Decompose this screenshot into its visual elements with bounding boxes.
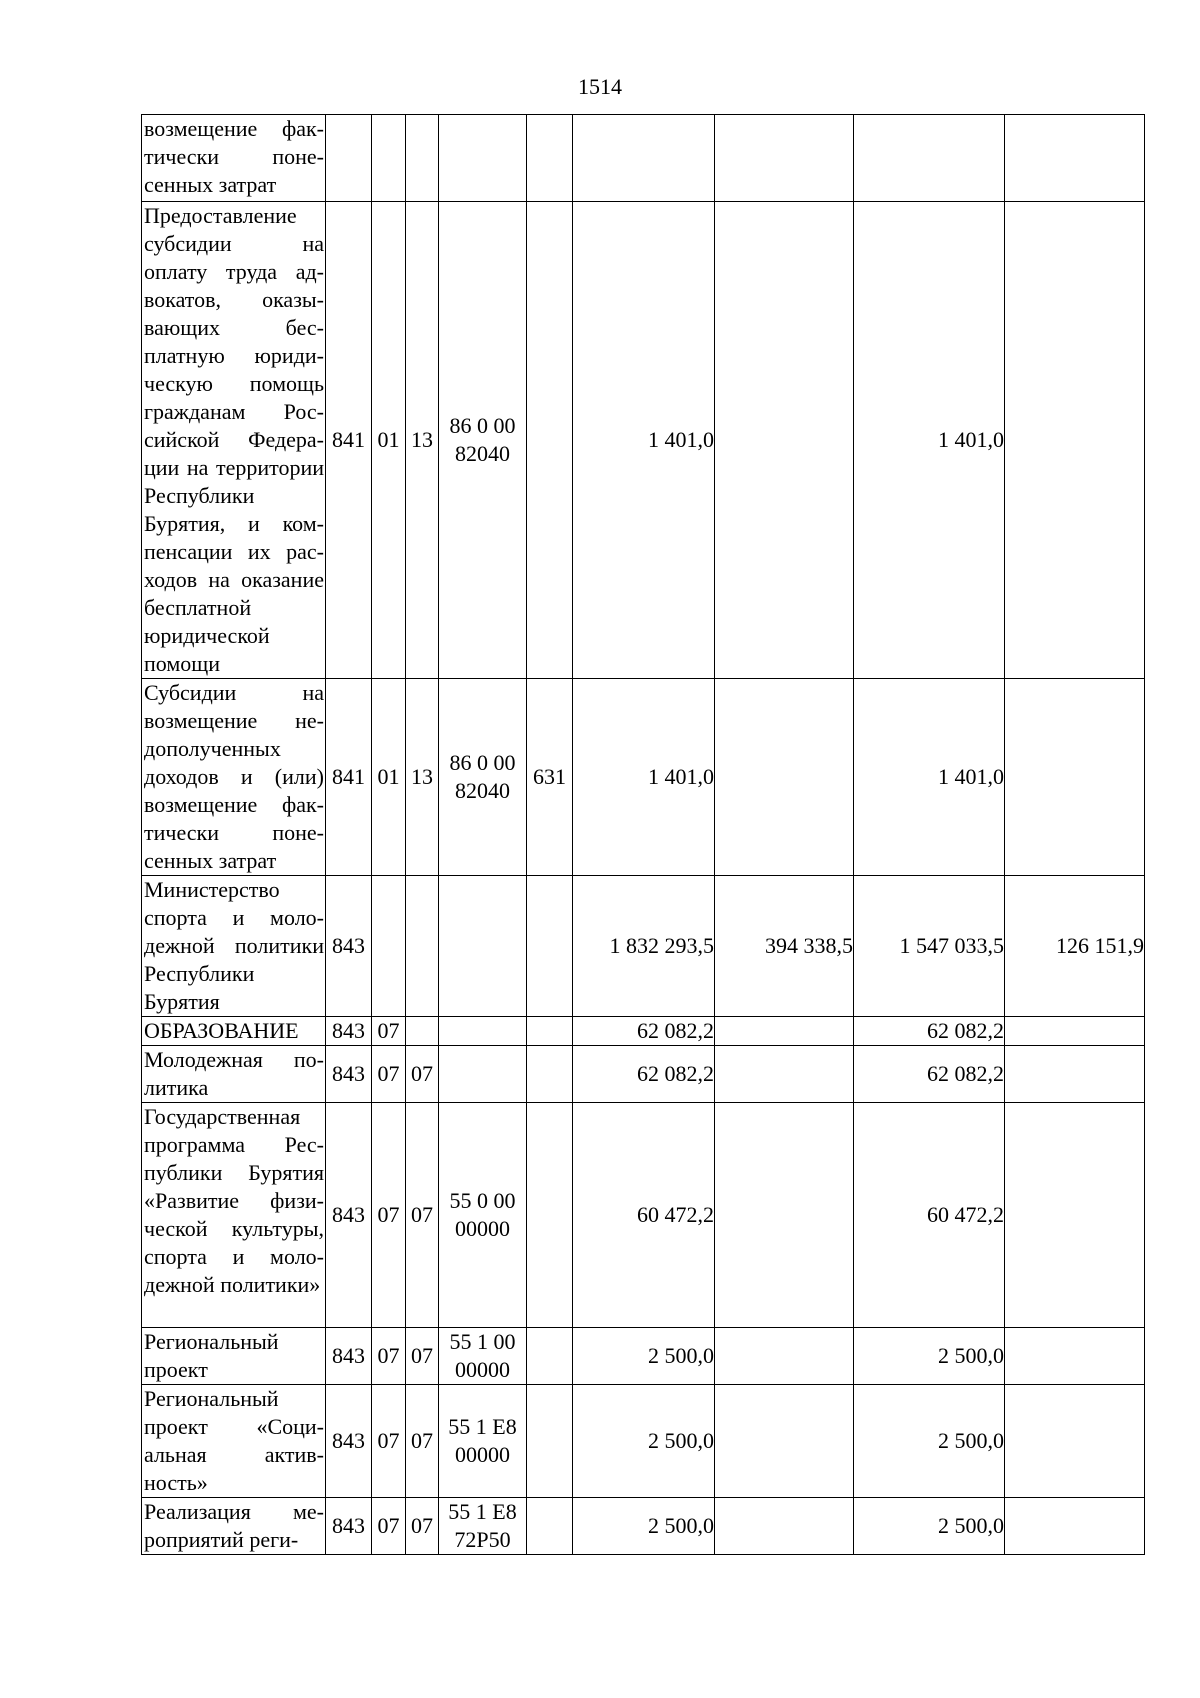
target-article-code [439, 115, 527, 202]
budget-table [141, 114, 1145, 1555]
section-code [372, 115, 406, 202]
target-article-code-part-2: 00000 [455, 1216, 510, 1241]
section-code: 07 [372, 1103, 406, 1328]
grbs-code: 841 [326, 202, 372, 679]
amount-total: 1 401,0 [573, 679, 715, 876]
amount-col-2: 394 338,5 [715, 876, 854, 1017]
amount-col-3: 1 401,0 [854, 202, 1005, 679]
subsection-code: 07 [406, 1103, 439, 1328]
amount-col-4 [1005, 1103, 1145, 1328]
amount-col-4 [1005, 1328, 1145, 1385]
table-row [142, 1498, 1145, 1555]
target-article-code-part-1: 55 1 E8 [448, 1414, 517, 1439]
amount-total: 2 500,0 [573, 1498, 715, 1555]
amount-total: 1 832 293,5 [573, 876, 715, 1017]
amount-col-3: 1 547 033,5 [854, 876, 1005, 1017]
subsection-code [406, 1017, 439, 1046]
target-article-code [439, 876, 527, 1017]
expense-type-code [527, 1046, 573, 1103]
target-article-code-part-1: 55 1 E8 [448, 1499, 517, 1524]
item-name: Региональный проект «Социальная активность» [142, 1385, 326, 1498]
amount-col-3: 1 401,0 [854, 679, 1005, 876]
amount-total: 2 500,0 [573, 1328, 715, 1385]
target-article-code-part-2: 82040 [455, 778, 510, 803]
amount-col-4 [1005, 679, 1145, 876]
amount-col-4: 126 151,9 [1005, 876, 1145, 1017]
target-article-code-part-2: 00000 [455, 1442, 510, 1467]
expense-type-code [527, 1103, 573, 1328]
table-row [142, 202, 1145, 679]
target-article-code [439, 1046, 527, 1103]
grbs-code: 843 [326, 1017, 372, 1046]
amount-col-4 [1005, 202, 1145, 679]
amount-total: 62 082,2 [573, 1017, 715, 1046]
amount-col-4 [1005, 1017, 1145, 1046]
section-code: 07 [372, 1046, 406, 1103]
grbs-code: 843 [326, 1385, 372, 1498]
item-name: Региональный проект [142, 1328, 326, 1385]
table-row [142, 876, 1145, 1017]
target-article-code [439, 679, 527, 876]
target-article-code-part-2: 72P50 [454, 1527, 511, 1552]
section-code: 01 [372, 679, 406, 876]
amount-total: 2 500,0 [573, 1385, 715, 1498]
grbs-code: 843 [326, 1498, 372, 1555]
target-article-code-part-2: 00000 [455, 1357, 510, 1382]
target-article-code-part-1: 86 0 00 [449, 413, 516, 438]
expense-type-code [527, 876, 573, 1017]
item-name: Государственная программа Республики Бурятия «Развитие физической культуры, спорта и молодежной политики» [142, 1103, 326, 1328]
subsection-code [406, 876, 439, 1017]
section-code: 01 [372, 202, 406, 679]
expense-type-code [527, 1017, 573, 1046]
expense-type-code [527, 1385, 573, 1498]
amount-col-2 [715, 202, 854, 679]
item-name: Реализация мероприятий реги- [142, 1498, 326, 1555]
target-article-code [439, 202, 527, 679]
subsection-code: 07 [406, 1328, 439, 1385]
expense-type-code [527, 1498, 573, 1555]
amount-col-2 [715, 1328, 854, 1385]
amount-col-2 [715, 1103, 854, 1328]
target-article-code [439, 1103, 527, 1328]
grbs-code: 843 [326, 1103, 372, 1328]
amount-col-4 [1005, 1046, 1145, 1103]
section-code: 07 [372, 1017, 406, 1046]
section-code [372, 876, 406, 1017]
subsection-code: 13 [406, 679, 439, 876]
section-code: 07 [372, 1385, 406, 1498]
table-row [142, 1046, 1145, 1103]
item-name: возмещение фактически понесенных затрат [142, 115, 326, 202]
target-article-code [439, 1385, 527, 1498]
subsection-code: 07 [406, 1498, 439, 1555]
table-row [142, 1385, 1145, 1498]
target-article-code-part-1: 86 0 00 [449, 750, 516, 775]
item-name: ОБРАЗОВАНИЕ [142, 1017, 326, 1046]
amount-col-3: 2 500,0 [854, 1385, 1005, 1498]
item-name: Молодежная политика [142, 1046, 326, 1103]
table-row [142, 679, 1145, 876]
amount-total: 60 472,2 [573, 1103, 715, 1328]
amount-col-3: 62 082,2 [854, 1017, 1005, 1046]
section-code: 07 [372, 1328, 406, 1385]
target-article-code [439, 1498, 527, 1555]
amount-col-2 [715, 1046, 854, 1103]
amount-col-3: 2 500,0 [854, 1328, 1005, 1385]
subsection-code: 07 [406, 1046, 439, 1103]
expense-type-code: 631 [527, 679, 573, 876]
amount-total: 1 401,0 [573, 202, 715, 679]
target-article-code-part-2: 82040 [455, 441, 510, 466]
amount-col-2 [715, 1385, 854, 1498]
amount-total [573, 115, 715, 202]
section-code: 07 [372, 1498, 406, 1555]
grbs-code: 843 [326, 1046, 372, 1103]
amount-col-2 [715, 1498, 854, 1555]
amount-col-3: 62 082,2 [854, 1046, 1005, 1103]
grbs-code: 843 [326, 876, 372, 1017]
target-article-code-part-1: 55 1 00 [449, 1329, 516, 1354]
target-article-code [439, 1017, 527, 1046]
amount-col-3: 60 472,2 [854, 1103, 1005, 1328]
subsection-code [406, 115, 439, 202]
page-number: 1514 [578, 74, 622, 99]
subsection-code: 07 [406, 1385, 439, 1498]
amount-col-4 [1005, 1385, 1145, 1498]
amount-col-2 [715, 1017, 854, 1046]
subsection-code: 13 [406, 202, 439, 679]
grbs-code [326, 115, 372, 202]
item-name: Субсидии на возмещение недополученных доходов и (или) возмещение фактически понесенных затрат [142, 679, 326, 876]
grbs-code: 841 [326, 679, 372, 876]
expense-type-code [527, 202, 573, 679]
expense-type-code [527, 115, 573, 202]
amount-col-4 [1005, 1498, 1145, 1555]
amount-col-3 [854, 115, 1005, 202]
table-row [142, 1103, 1145, 1328]
amount-total: 62 082,2 [573, 1046, 715, 1103]
table-row [142, 1017, 1145, 1046]
table-row [142, 1328, 1145, 1385]
expense-type-code [527, 1328, 573, 1385]
grbs-code: 843 [326, 1328, 372, 1385]
amount-col-2 [715, 679, 854, 876]
item-name: Министерство спорта и молодежной политики Республики Бурятия [142, 876, 326, 1017]
target-article-code [439, 1328, 527, 1385]
amount-col-2 [715, 115, 854, 202]
amount-col-4 [1005, 115, 1145, 202]
amount-col-3: 2 500,0 [854, 1498, 1005, 1555]
target-article-code-part-1: 55 0 00 [449, 1188, 516, 1213]
table-row [142, 115, 1145, 202]
item-name: Предоставление субсидии на оплату труда адвокатов, оказывающих бесплатную юридическую помощь гражданам Российской Федерации на территории Республики Бурятия, и компенсации их расходов на оказание бесплатной юридической помощи [142, 202, 326, 679]
